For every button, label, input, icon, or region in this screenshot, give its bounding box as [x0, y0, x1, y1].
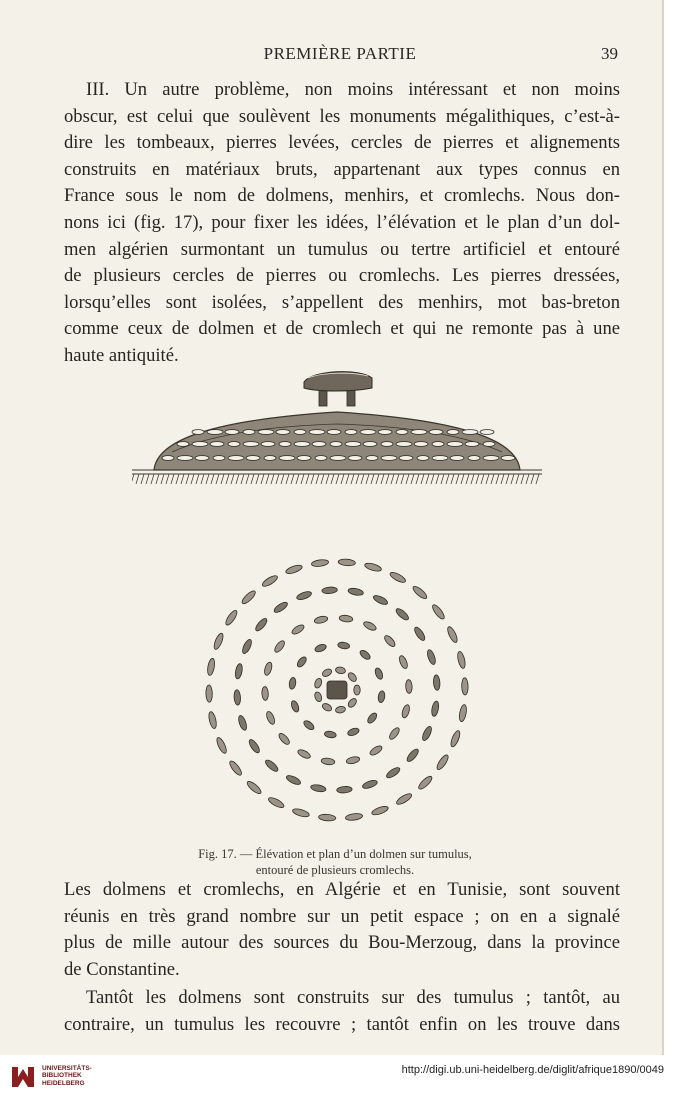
dolmen-illustration: [132, 360, 542, 840]
text-line: obscur, est celui que soulèvent les monuments mégalithiques, c’est-à-: [64, 105, 620, 127]
page-number: 39: [601, 44, 618, 63]
plan-view: [206, 559, 469, 822]
text-line: réunis en très grand nombre sur un petit espace ; on en a signalé: [64, 905, 620, 927]
figure-caption: [130, 846, 540, 878]
text-line: construits en matériaux bruts, appartenant aux types connus en: [64, 158, 620, 180]
running-title: PREMIÈRE PARTIE: [263, 44, 417, 63]
elevation-view: [132, 372, 542, 484]
running-header: [62, 44, 618, 68]
figure-dolmen-tumulus: [132, 360, 542, 844]
text-line: France sous le nom de dolmens, menhirs, et cromlechs. Nous don-: [64, 185, 620, 207]
library-logo-text: UNIVERSITÄTS- BIBLIOTHEK HEIDELBERG: [42, 1064, 92, 1087]
caption-line: entouré de plusieurs cromlechs.: [255, 863, 415, 877]
text-line: nons ici (fig. 17), pour fixer les idées, l’élévation et le plan d’un dol-: [64, 211, 620, 233]
viewer-footer: [0, 1055, 674, 1103]
paragraph-tumulus: [64, 985, 620, 1038]
text-line: men algérien surmontant un tumulus ou tertre artificiel et entouré: [64, 238, 620, 260]
text-line: Les dolmens et cromlechs, en Algérie et en Tunisie, sont souvent: [64, 879, 620, 900]
text-line: de plusieurs cercles de pierres ou cromlechs. Les pierres dressées,: [64, 265, 620, 287]
paragraph-algeria-tunisia: [64, 877, 620, 983]
text-line: plus de mille autour des sources du Bou-Merzoug, dans la province: [64, 932, 620, 954]
heidelberg-logo-icon: [10, 1063, 36, 1089]
text-line: lorsqu’elles sont isolées, s’appellent des menhirs, mot bas-breton: [64, 291, 620, 313]
text-line: comme ceux de dolmen et de cromlech et qui ne remonte pas à une: [64, 318, 620, 340]
text-line: Tantôt les dolmens sont construits sur des tumulus ; tantôt, au: [86, 987, 620, 1008]
text-line: contraire, un tumulus les recouvre ; tantôt enfin on les trouve dans: [64, 1013, 620, 1035]
text-line: de Constantine.: [64, 958, 180, 980]
text-line: haute antiquité.: [64, 344, 179, 366]
text-line: III. Un autre problème, non moins intéressant et non moins: [86, 79, 620, 100]
text-line: dire les tombeaux, pierres levées, cercles de pierres et alignements: [64, 132, 620, 154]
paragraph-megalithic-monuments: [64, 77, 620, 370]
permalink-url[interactable]: http://digi.ub.uni-heidelberg.de/diglit/afrique1890/0049: [401, 1064, 664, 1076]
caption-line: Fig. 17. — Élévation et plan d’un dolmen sur tumulus,: [198, 847, 472, 861]
library-logo[interactable]: [10, 1063, 92, 1089]
